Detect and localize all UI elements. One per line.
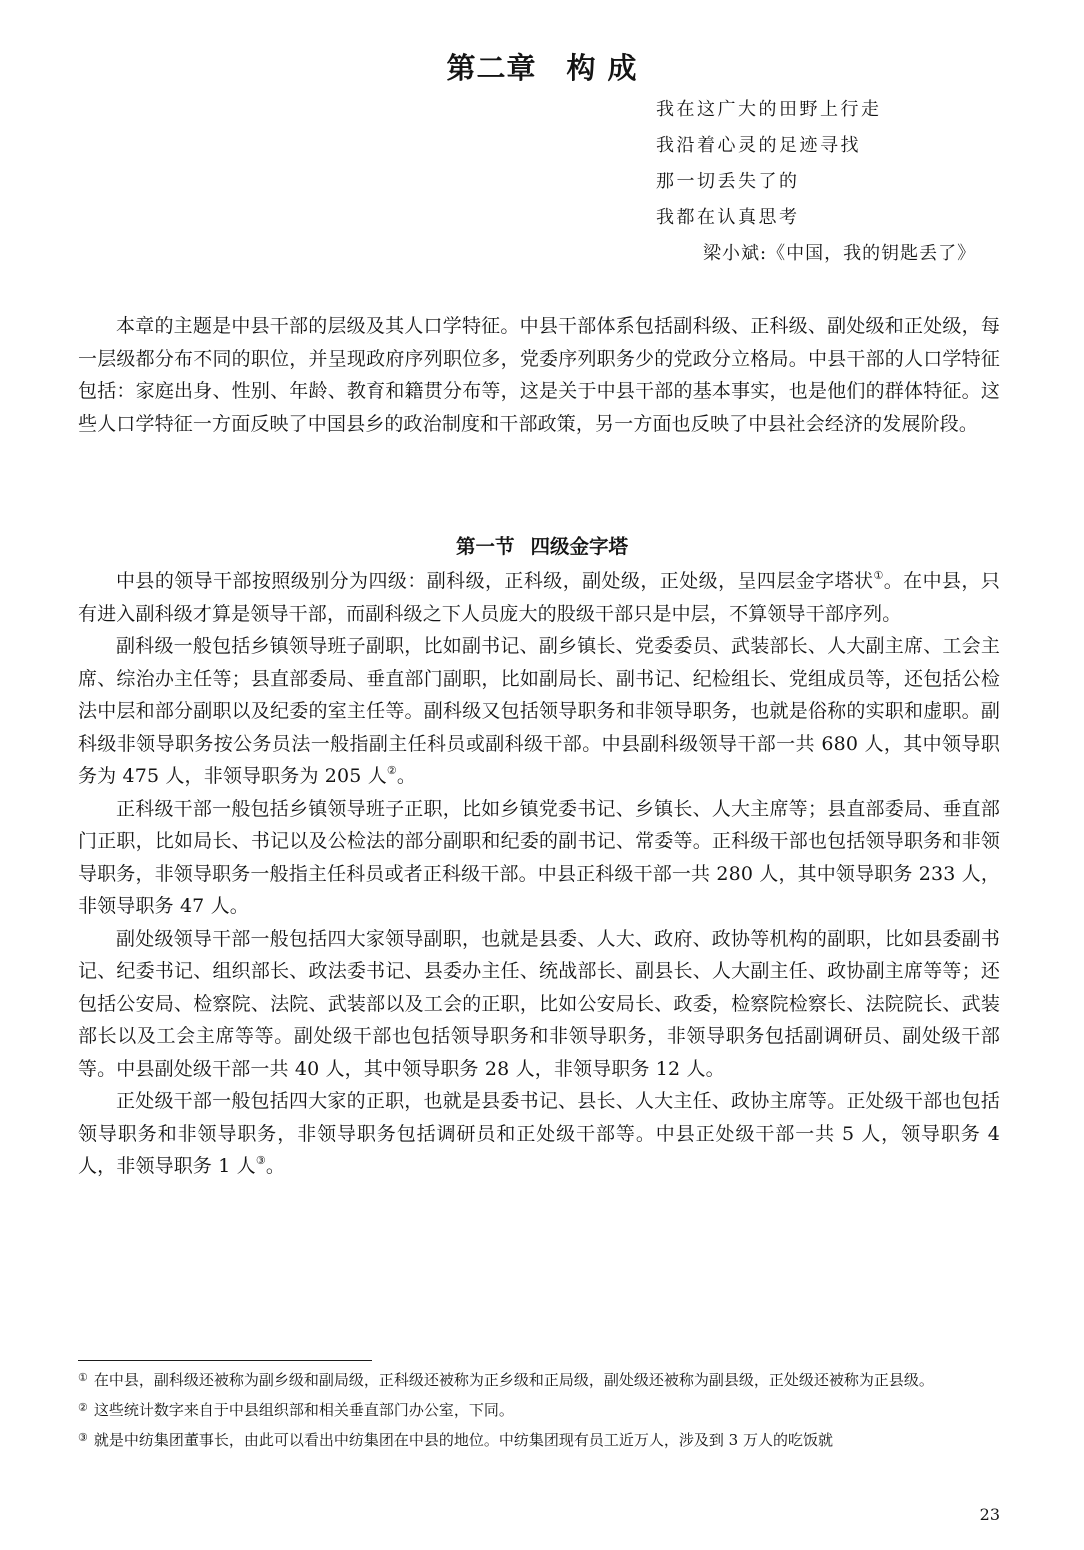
footnote-mark: ③ [78, 1431, 88, 1444]
paragraph-text: 副科级一般包括乡镇领导班子副职，比如副书记、副乡镇长、党委委员、武装部长、人大副主席、工会主席、综治办主任等；县直部委局、垂直部门副职，比如副局长、副书记、纪检组长、党组成员等，还包括公检法中层和部分副职以及纪委的室主任等。副科级又包括领导职务和非领导职务，也就是俗称的实职和虚职。副科级非领导职务按公务员法一般指副主任科员或副科级干部。中县副科级领导干部一共 680 人，其中领导职务为 475 人，非领导职务为 205 人 [78, 635, 1000, 787]
section-label: 第一节 [455, 535, 515, 558]
paragraph-3: 正科级干部一般包括乡镇领导班子正职，比如乡镇党委书记、乡镇长、人大主席等；县直部委局、垂直部门正职，比如局长、书记以及公检法的部分副职和纪委的副书记、常委等。正科级干部也包括领导职务和非领导职务，非领导职务一般指主任科员或者正科级干部。中县正科级干部一共 280 人，其中领导职务 233 人，非领导职务 47 人。 [78, 797, 1000, 917]
paragraph-5 [78, 1085, 1000, 1183]
footnote-3 [78, 1426, 1000, 1452]
chapter-name: 构 成 [566, 51, 638, 85]
epigraph-line: 我都在认真思考 [656, 207, 800, 228]
footnote-text: 就是中纺集团董事长，由此可以看出中纺集团在中县的地位。中纺集团现有员工近万人，涉及到 3 万人的吃饭就 [93, 1431, 833, 1449]
footnote-1 [78, 1366, 1000, 1392]
paragraph-text: 正处级干部一般包括四大家的正职，也就是县委书记、县长、人大主任、政协主席等。正处级干部也包括领导职务和非领导职务，非领导职务包括调研员和正处级干部等。中县正处级干部一共 5 人，领导职务 4 人，非领导职务 1 人 [78, 1090, 1000, 1177]
chapter-intro [78, 310, 1000, 440]
epigraph [656, 92, 1016, 264]
footnotes [78, 1366, 1000, 1456]
chapter-title [0, 46, 1084, 87]
footnote-divider [78, 1360, 372, 1361]
paragraph-2 [78, 630, 1000, 793]
epigraph-source: 梁小斌:《中国，我的钥匙丢了》 [703, 243, 977, 264]
paragraph-text: 。 [396, 765, 417, 787]
footnote-text: 在中县，副科级还被称为副乡级和副局级，正科级还被称为正乡级和正局级，副处级还被称为副县级，正处级还被称为正县级。 [93, 1371, 934, 1389]
footnote-ref-2[interactable]: ② [386, 764, 397, 777]
paragraph-text: 。在中县，只有进入副科级才算是领导干部，而副科级之下人员庞大的股级干部只是中层，不算领导干部序列。 [78, 570, 1001, 625]
footnote-2 [78, 1396, 1000, 1422]
page-number: 23 [979, 1505, 1000, 1524]
section-body [78, 565, 1000, 1183]
paragraph-text: 中县的领导干部按照级别分为四级：副科级，正科级，副处级，正处级，呈四层金字塔状 [116, 570, 874, 592]
footnote-ref-3[interactable]: ③ [255, 1154, 266, 1167]
footnote-mark: ① [78, 1371, 88, 1384]
footnote-text: 这些统计数字来自于中县组织部和相关垂直部门办公室，下同。 [93, 1401, 514, 1419]
chapter-number: 第二章 [446, 51, 537, 85]
intro-paragraph: 本章的主题是中县干部的层级及其人口学特征。中县干部体系包括副科级、正科级、副处级和正处级，每一层级都分布不同的职位，并呈现政府序列职位多，党委序列职务少的党政分立格局。中县干部的人口学特征包括：家庭出身、性别、年龄、教育和籍贯分布等，这是关于中县干部的基本事实，也是他们的群体特征。这些人口学特征一方面反映了中国县乡的政治制度和干部政策，另一方面也反映了中县社会经济的发展阶段。 [78, 315, 1000, 435]
paragraph-1 [78, 565, 1000, 630]
epigraph-line: 我在这广大的田野上行走 [656, 99, 882, 120]
section-name: 四级金字塔 [530, 535, 629, 558]
footnote-ref-1[interactable]: ① [873, 569, 884, 582]
footnote-mark: ② [78, 1401, 88, 1414]
epigraph-line: 那一切丢失了的 [656, 171, 800, 192]
section-title [0, 532, 1084, 562]
paragraph-4: 副处级领导干部一般包括四大家领导副职，也就是县委、人大、政府、政协等机构的副职，比如县委副书记、纪委书记、组织部长、政法委书记、县委办主任、统战部长、副县长、人大副主任、政协副主席等等；还包括公安局、检察院、法院、武装部以及工会的正职，比如公安局长、政委，检察院检察长、法院院长、武装部长以及工会主席等等。副处级干部也包括领导职务和非领导职务，非领导职务包括副调研员、副处级干部等。中县副处级干部一共 40 人，其中领导职务 28 人，非领导职务 12 人。 [78, 927, 1000, 1080]
paragraph-text: 。 [265, 1155, 285, 1177]
epigraph-line: 我沿着心灵的足迹寻找 [656, 135, 861, 156]
